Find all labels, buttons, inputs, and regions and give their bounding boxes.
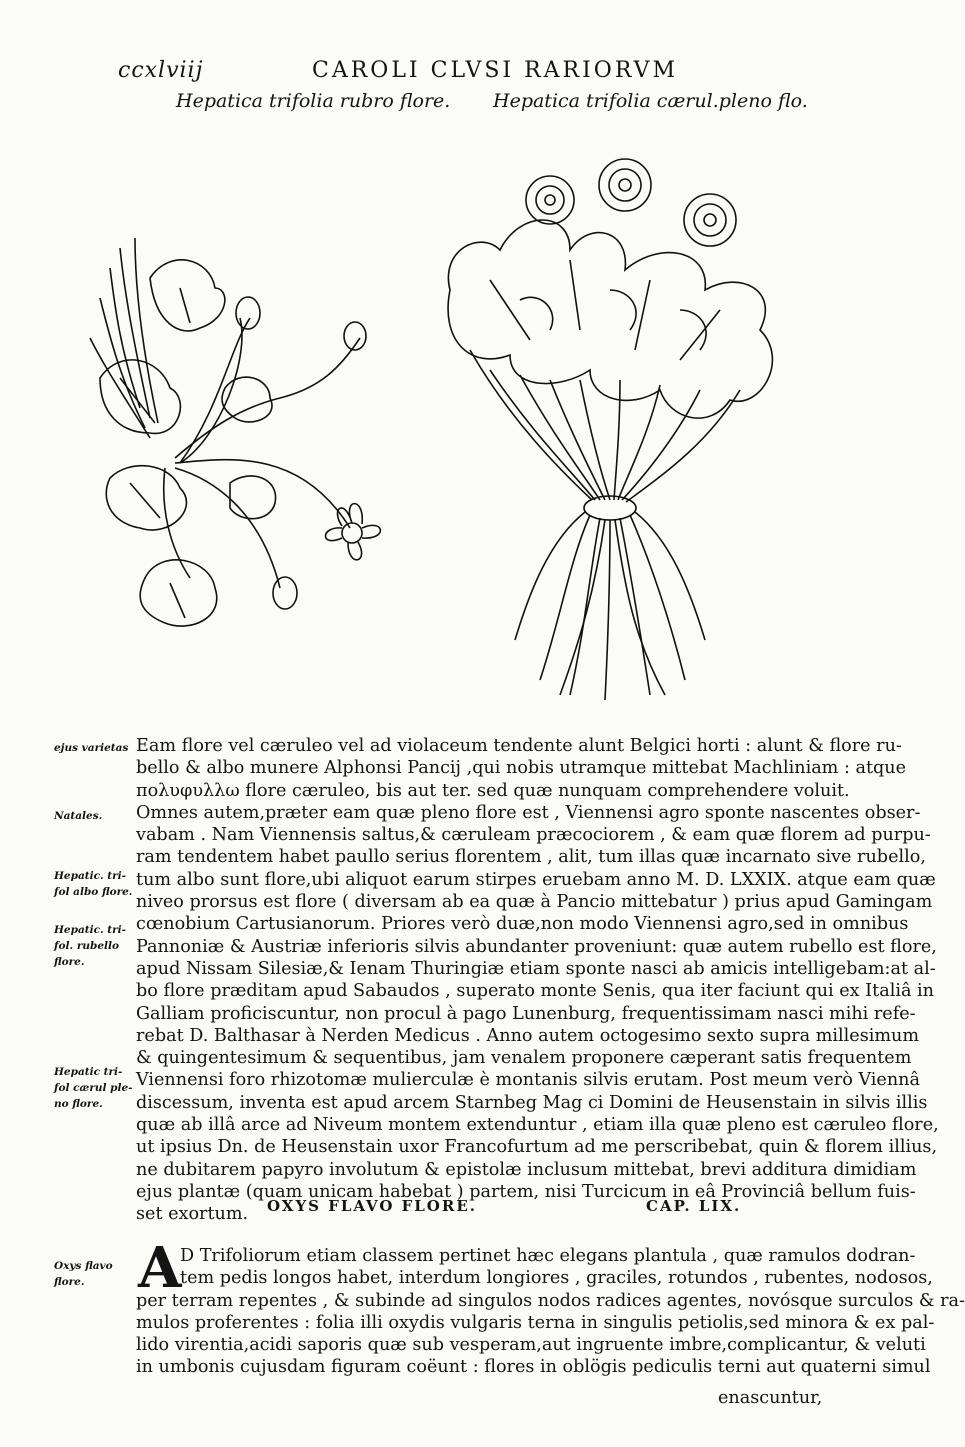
text-line: D Trifoliorum etiam classem pertinet hæc elegans plantula , quæ ramulos dodran- xyxy=(180,1246,916,1266)
body-paragraph-oxys xyxy=(136,1245,965,1379)
text-line: Omnes autem,præter eam quæ pleno flore est , Viennensi agro sponte nascentes obser- xyxy=(136,802,921,823)
catchword: enascuntur, xyxy=(718,1388,823,1408)
text-line: lido virentia,acidi saporis quæ sub vesperam,aut ingruente imbre,complicantur, & veluti xyxy=(136,1335,926,1356)
text-line: Eam flore vel cæruleo vel ad violaceum tendente alunt Belgici horti : alunt & flore ru- xyxy=(136,736,902,756)
text-line: tem pedis longos habet, interdum longiores , graciles, rotundos , rubentes, nodosos, xyxy=(180,1268,933,1289)
drop-cap: A xyxy=(138,1235,182,1301)
text-line: πολυφυλλω flore cæruleo, bis aut ter. sed quæ nunquam comprehendere voluit. xyxy=(136,780,850,801)
margin-note-rubello-flore: Hepatic. tri- fol. rubello flore. xyxy=(54,924,127,968)
text-line: set exortum. xyxy=(136,1204,249,1225)
margin-note-pleno-flore: Hepatic tri- fol cærul ple- no flore. xyxy=(54,1066,133,1110)
margin-note-natales: Natales. xyxy=(54,810,103,822)
text-line: Galliam proficiscuntur, non procul à pago Lunenburg, frequentissimam nasci mihi refe- xyxy=(136,1003,916,1024)
text-line: discessum, inventa est apud arcem Starnbeg Mag ci Domini de Heusenstain in silvis illis xyxy=(136,1092,928,1113)
text-line: bo flore præditam apud Sabaudos , superato monte Senis, qua iter faciunt qui ex Italiâ in xyxy=(136,981,934,1002)
text-line: ne dubitarem papyro involutum & epistolæ inclusum mittebat, brevi additura dimidiam xyxy=(136,1159,917,1180)
text-line: per terram repentes , & subinde ad singulos nodos radices agentes, novósque surculos & ra- xyxy=(136,1290,965,1311)
text-line: rebat D. Balthasar à Nerden Medicus . Anno autem octogesimo sexto supra millesimum xyxy=(136,1025,920,1046)
chapter-number: CAP. LIX. xyxy=(646,1197,742,1215)
running-title: CAROLI CLVSI RARIORVM xyxy=(312,58,679,83)
text-line: ut ipsius Dn. de Heusenstain uxor Francofurtum ad me perscribebat, quin & florem illius, xyxy=(136,1137,938,1158)
text-line: ejus plantæ (quam unicam habebat ) partem, nisi Turcicum in eâ Provinciâ bellum fuis- xyxy=(136,1181,916,1202)
text-line: bello & albo munere Alphonsi Pancij ,qui nobis utramque mittebat Machliniam : atque xyxy=(136,758,907,779)
text-line: vabam . Nam Viennensis saltus,& cæruleam præcociorem , & eam quæ florem ad purpu- xyxy=(136,825,931,846)
chapter-title: OXYS FLAVO FLORE. xyxy=(267,1197,477,1215)
margin-note-oxys: Oxys flavo flore. xyxy=(54,1260,113,1288)
body-paragraph-hepatica xyxy=(136,735,939,1226)
text-line: quæ ab illâ arce ad Niveum montem extenduntur , etiam illa quæ pleno est cæruleo flore, xyxy=(136,1115,939,1136)
woodcut-hepatica-caerul-pleno xyxy=(420,140,810,705)
text-line: Viennensi foro rhizotomæ mulierculæ è montanis silvis erutam. Post meum verò Viennâ xyxy=(136,1070,920,1091)
text-line: ram tendentem habet paullo serius florentem , alit, tum illas quæ incarnato sive rubello, xyxy=(136,847,926,868)
right-figure-caption: Hepatica trifolia cærul.pleno flo. xyxy=(493,90,808,112)
text-line: & quingentesimum & sequentibus, jam venalem proponere cæperant satis frequentem xyxy=(136,1048,912,1069)
text-line: Pannoniæ & Austriæ inferioris silvis abundanter proveniunt: quæ autem rubello est flore, xyxy=(136,936,937,957)
text-line: mulos proferentes : folia illi oxydis vulgaris terna in singulis petiolis,sed minora & ex pal- xyxy=(136,1312,935,1333)
margin-note-albo-flore: Hepatic. tri- fol albo flore. xyxy=(54,870,133,898)
folio-number: ccxlviij xyxy=(118,58,204,83)
woodcut-hepatica-rubro-flore xyxy=(80,228,405,668)
text-line: niveo prorsus est flore ( diversam ab ea quæ à Pancio mittebatur ) prius apud Gamingam xyxy=(136,892,933,913)
text-line: cœnobium Cartusianorum. Priores verò duæ,non modo Viennensi agro,sed in omnibus xyxy=(136,914,909,935)
text-line: in umbonis cujusdam figuram coëunt : flores in oblögis pediculis terni aut quaterni simul xyxy=(136,1357,931,1378)
margin-note-varietas: ejus varietas xyxy=(54,742,129,754)
left-figure-caption: Hepatica trifolia rubro flore. xyxy=(176,90,451,112)
text-line: apud Nissam Silesiæ,& Ienam Thuringiæ etiam sponte nasci ab amicis intelligebam:at al- xyxy=(136,958,936,979)
text-line: tum albo sunt flore,ubi aliquot earum stirpes eruebam anno M. D. LXXIX. atque eam quæ xyxy=(136,869,936,890)
